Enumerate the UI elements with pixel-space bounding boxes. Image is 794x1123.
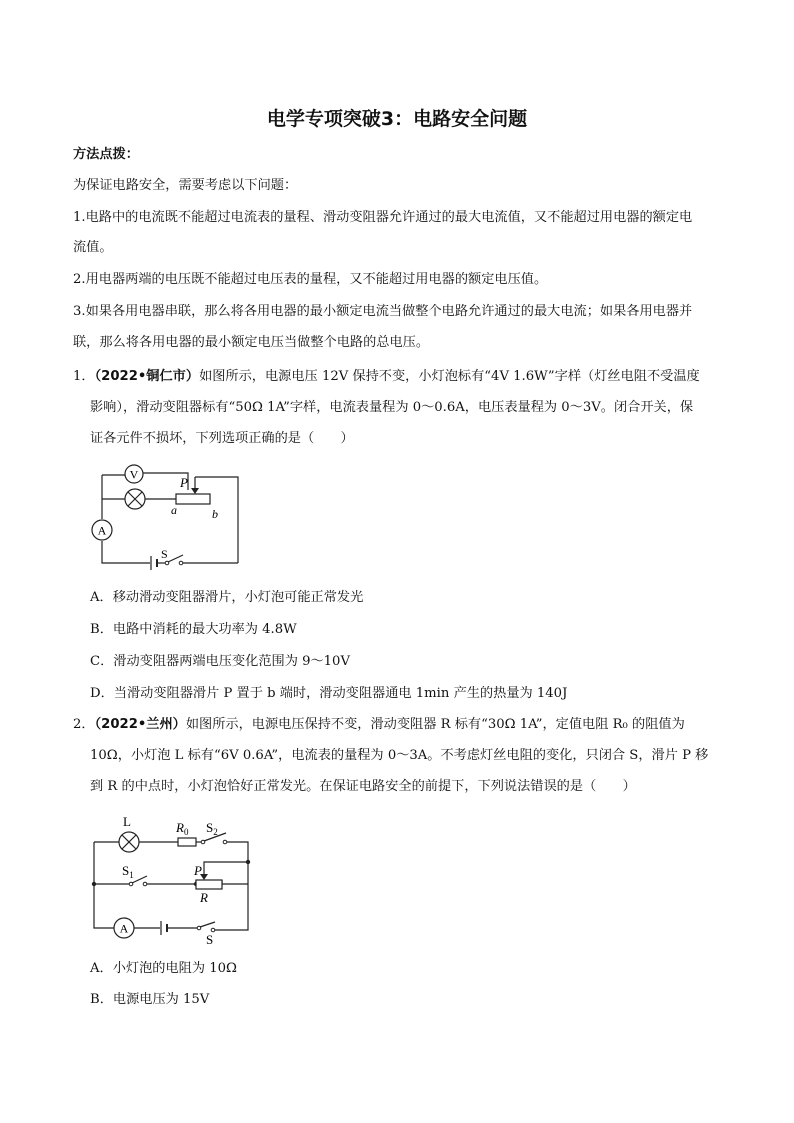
q1-switch-label: S xyxy=(161,547,168,561)
q1-ammeter-label: A xyxy=(97,523,107,538)
question-2-line-2: 10Ω，小灯泡 L 标有“6V 0.6A”，电流表的量程为 0～3A。不考虑灯丝电阻的变化，只闭合 S，滑片 P 移 xyxy=(90,748,709,763)
q2-switch-icon xyxy=(200,922,215,927)
question-1-option-a: A．移动滑动变阻器滑片，小灯泡可能正常发光 xyxy=(90,590,364,605)
svg-text:S2 xyxy=(206,820,218,837)
page-title: 电学专项突破3：电路安全问题 xyxy=(266,108,528,130)
q2-s1-label: S xyxy=(122,863,130,878)
question-2-option-b: B．电源电压为 15V xyxy=(90,992,210,1007)
method-point-1b: 流值。 xyxy=(73,240,113,255)
q1-end-b-label: b xyxy=(212,507,218,521)
q2-fixed-resistor-icon xyxy=(178,838,196,846)
q2-r0-label: R xyxy=(176,820,184,835)
method-heading: 方法点拨： xyxy=(73,147,139,162)
method-point-3b: 联，那么将各用电器的最小额定电压当做整个电路的总电压。 xyxy=(73,335,430,350)
q2-rheostat-label: R xyxy=(200,890,208,905)
question-2-line-1 xyxy=(73,716,685,734)
svg-text:R0 xyxy=(175,820,189,837)
q2-r0-subscript: 0 xyxy=(183,827,189,837)
q1-slider-label: P xyxy=(180,475,188,490)
q2-rheostat-icon xyxy=(196,880,222,889)
question-1-line-1 xyxy=(73,368,700,386)
question-1-option-c: C．滑动变阻器两端电压变化范围为 9～10V xyxy=(90,654,350,669)
q1-rheostat-icon xyxy=(176,494,210,504)
q1-end-a-label: a xyxy=(171,503,177,517)
q1-voltmeter-label: V xyxy=(129,467,139,482)
question-1-line-2: 影响），滑动变阻器标有“50Ω 1A”字样，电流表量程为 0～0.6A，电压表量程为 0～3V。闭合开关，保 xyxy=(90,400,694,415)
question-2-circuit-diagram xyxy=(86,810,262,946)
method-point-3a: 3.如果各用电器串联，那么将各用电器的最小额定电流当做整个电路允许通过的最大电流；如果各用电器并 xyxy=(73,304,693,319)
question-1-source: （2022•铜仁市） xyxy=(94,369,200,384)
question-2-option-a: A．小灯泡的电阻为 10Ω xyxy=(90,961,237,976)
question-1-number: 1． xyxy=(73,369,95,384)
question-2-source: （2022•兰州） xyxy=(94,717,186,732)
q2-s2-subscript: 2 xyxy=(213,827,218,837)
q2-slider-label: P xyxy=(194,863,202,878)
question-2-line-3: 到 R 的中点时，小灯泡恰好正常发光。在保证电路安全的前提下，下列说法错误的是（ ） xyxy=(90,779,636,794)
method-intro: 为保证电路安全，需要考虑以下问题： xyxy=(73,178,298,193)
svg-text:S1 xyxy=(122,863,134,880)
question-2-number: 2． xyxy=(73,717,95,732)
question-1-option-b: B．电路中消耗的最大功率为 4.8W xyxy=(90,622,297,637)
q2-s1-subscript: 1 xyxy=(129,870,134,880)
q2-s2-label: S xyxy=(206,820,214,835)
question-1-circuit-diagram xyxy=(88,455,258,575)
method-point-1a: 1.电路中的电流既不能超过电流表的量程、滑动变阻器允许通过的最大电流值，又不能超过用电器的额定电 xyxy=(73,210,693,225)
q2-lamp-label: L xyxy=(123,814,131,829)
question-2-text-1: 如图所示，电源电压保持不变，滑动变阻器 R 标有“30Ω 1A”，定值电阻 R₀ 的阻值为 xyxy=(185,717,685,732)
q2-switch-label: S xyxy=(206,932,214,946)
q2-ammeter-label: A xyxy=(119,921,129,936)
question-1-option-d: D．当滑动变阻器滑片 P 置于 b 端时，滑动变阻器通电 1min 产生的热量为 140J xyxy=(90,686,568,701)
method-point-2: 2.用电器两端的电压既不能超过电压表的量程，又不能超过用电器的额定电压值。 xyxy=(73,272,548,287)
question-1-line-3: 证各元件不损坏，下列选项正确的是（ ） xyxy=(90,431,354,446)
question-1-text-1: 如图所示，电源电压 12V 保持不变，小灯泡标有“4V 1.6W”字样（灯丝电阻不受温度 xyxy=(199,369,700,384)
